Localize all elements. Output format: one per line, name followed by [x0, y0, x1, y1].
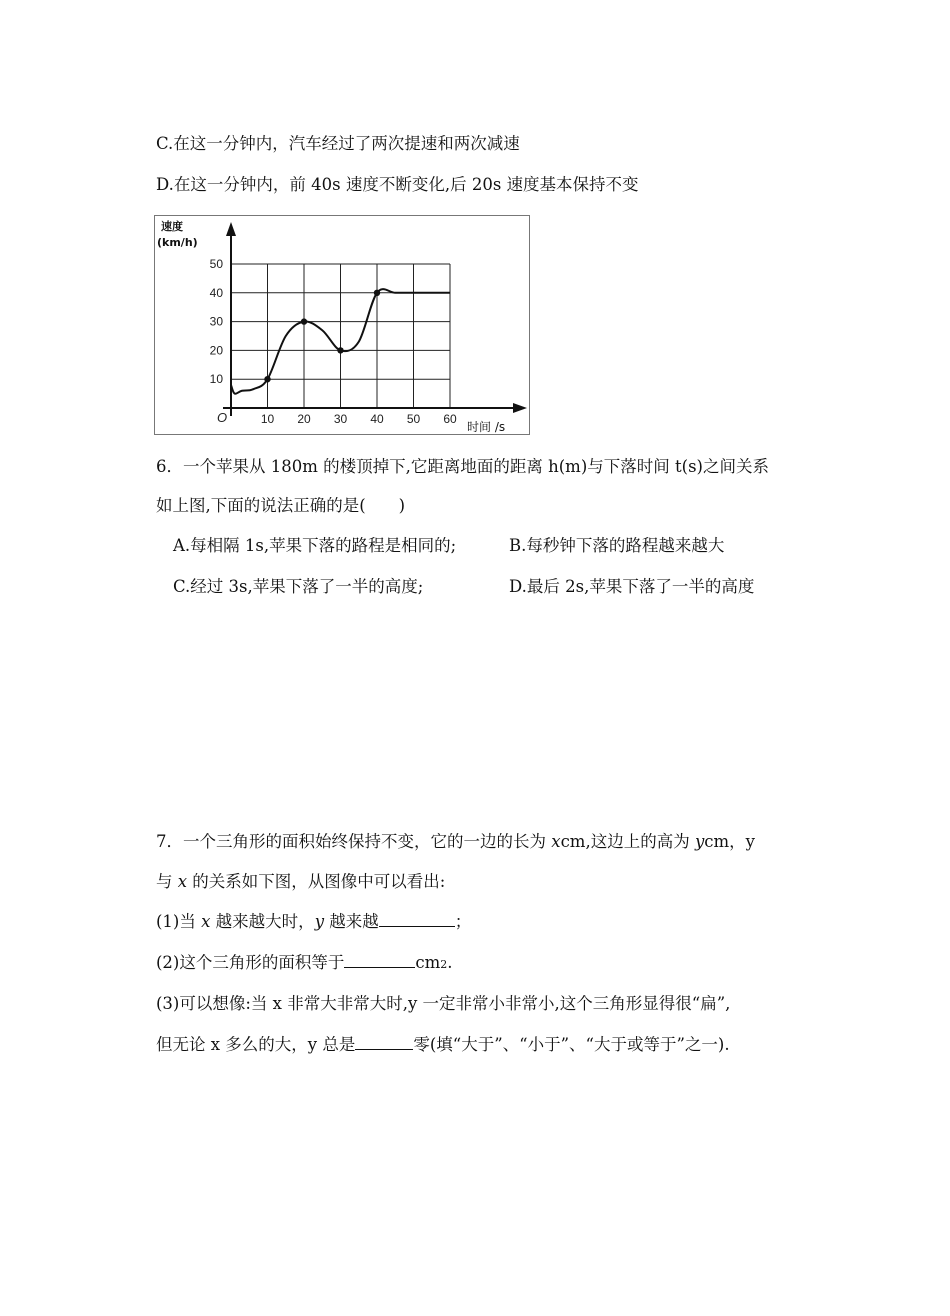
y-tick-label: 40 — [209, 285, 223, 300]
q7-part1-text-c: 越来越 — [324, 912, 379, 931]
q7-part2 — [156, 955, 453, 972]
q7-part1-text-b: 越来越大时， — [210, 912, 315, 931]
q6-option-b: B.每秒钟下落的路程越来越大 — [509, 536, 725, 555]
x-tick-label: 40 — [370, 412, 384, 426]
q7-part2-end: . — [447, 953, 453, 972]
q7-stem-line1 — [156, 834, 755, 851]
y-tick-label: 50 — [209, 257, 223, 271]
data-point — [264, 376, 270, 382]
chart-axes — [223, 222, 527, 416]
q7-part3-text-b: 零(填“大于”、“小于”、“大于或等于”之一). — [413, 1035, 730, 1054]
x-tick-label: 30 — [333, 412, 348, 426]
x-tick-label: 10 — [260, 412, 275, 426]
q6-stem-line1: 6．一个苹果从 180m 的楼顶掉下,它距离地面的距离 h(m)与下落时间 t(s)之间关系 — [156, 457, 769, 476]
q7-part3-answer-blank[interactable] — [355, 1048, 413, 1050]
q7-part1-text-a: (1)当 — [156, 912, 202, 931]
q7-part2-exponent: 2 — [440, 958, 448, 971]
q7-part1-end: ； — [454, 912, 472, 931]
x-tick-label: 20 — [297, 412, 311, 426]
y-tick-label: 10 — [209, 372, 223, 387]
q5-option-d: D.在这一分钟内，前 40s 速度不断变化,后 20s 速度基本保持不变 — [156, 175, 639, 194]
q7-part2-answer-blank[interactable] — [344, 966, 415, 968]
q7-part1-var-x: x — [201, 912, 211, 931]
q7-part3-text-a: 但无论 x 多么的大，y 总是 — [156, 1035, 356, 1054]
data-point — [301, 318, 307, 324]
q7-part2-unit: cm — [415, 953, 441, 972]
q7-stem-text-a: 7．一个三角形的面积始终保持不变，它的一边的长为 — [156, 832, 552, 851]
q7-part1 — [156, 914, 471, 931]
q7-part2-text: (2)这个三角形的面积等于 — [156, 953, 345, 972]
q6-option-a: A.每相隔 1s,苹果下落的路程是相同的; — [173, 536, 457, 555]
x-axis-label: 时间 /s — [467, 420, 506, 434]
q7-stem2-text-a: 与 — [156, 872, 178, 891]
q7-part1-answer-blank[interactable] — [379, 925, 455, 927]
q7-var-x: x — [551, 832, 561, 851]
speed-time-chart — [154, 215, 530, 435]
q7-stem2-var-x: x — [177, 872, 188, 891]
y-tick-label: 30 — [209, 314, 223, 329]
q7-var-y: y — [694, 832, 705, 851]
q7-part1-var-y: y — [314, 912, 325, 931]
q7-part3-line2 — [156, 1037, 730, 1054]
origin-label: O — [217, 410, 228, 425]
q5-option-c: C.在这一分钟内，汽车经过了两次提速和两次减速 — [156, 134, 520, 153]
y-axis-label-line2: (km/h) — [157, 236, 198, 249]
x-axis-arrow-icon — [513, 403, 527, 413]
marked-points — [264, 290, 380, 383]
x-tick-label: 50 — [406, 412, 421, 426]
y-axis-label-line1: 速度 — [161, 220, 183, 233]
data-point — [374, 290, 380, 296]
q7-part3-line1: (3)可以想像:当 x 非常大非常大时,y 一定非常小非常小,这个三角形显得很“扁”, — [156, 994, 731, 1013]
data-point — [337, 347, 343, 353]
chart-grid — [231, 264, 450, 408]
q6-stem-line2: 如上图,下面的说法正确的是( ) — [156, 496, 406, 515]
q7-stem2-text-b: 的关系如下图，从图像中可以看出: — [187, 872, 446, 891]
x-tick-label: 60 — [443, 412, 457, 426]
q7-stem-line2 — [156, 874, 445, 891]
x-tick-labels — [261, 412, 457, 426]
q6-option-c: C.经过 3s,苹果下落了一半的高度; — [173, 577, 424, 596]
y-tick-labels — [210, 257, 224, 386]
q7-stem-text-c: cm，y — [704, 832, 755, 851]
q6-option-d: D.最后 2s,苹果下落了一半的高度 — [509, 577, 755, 596]
q7-stem-text-b: cm,这边上的高为 — [560, 832, 695, 851]
y-tick-label: 20 — [209, 343, 223, 358]
y-axis-arrow-icon — [226, 222, 236, 236]
chart-svg — [155, 216, 531, 436]
